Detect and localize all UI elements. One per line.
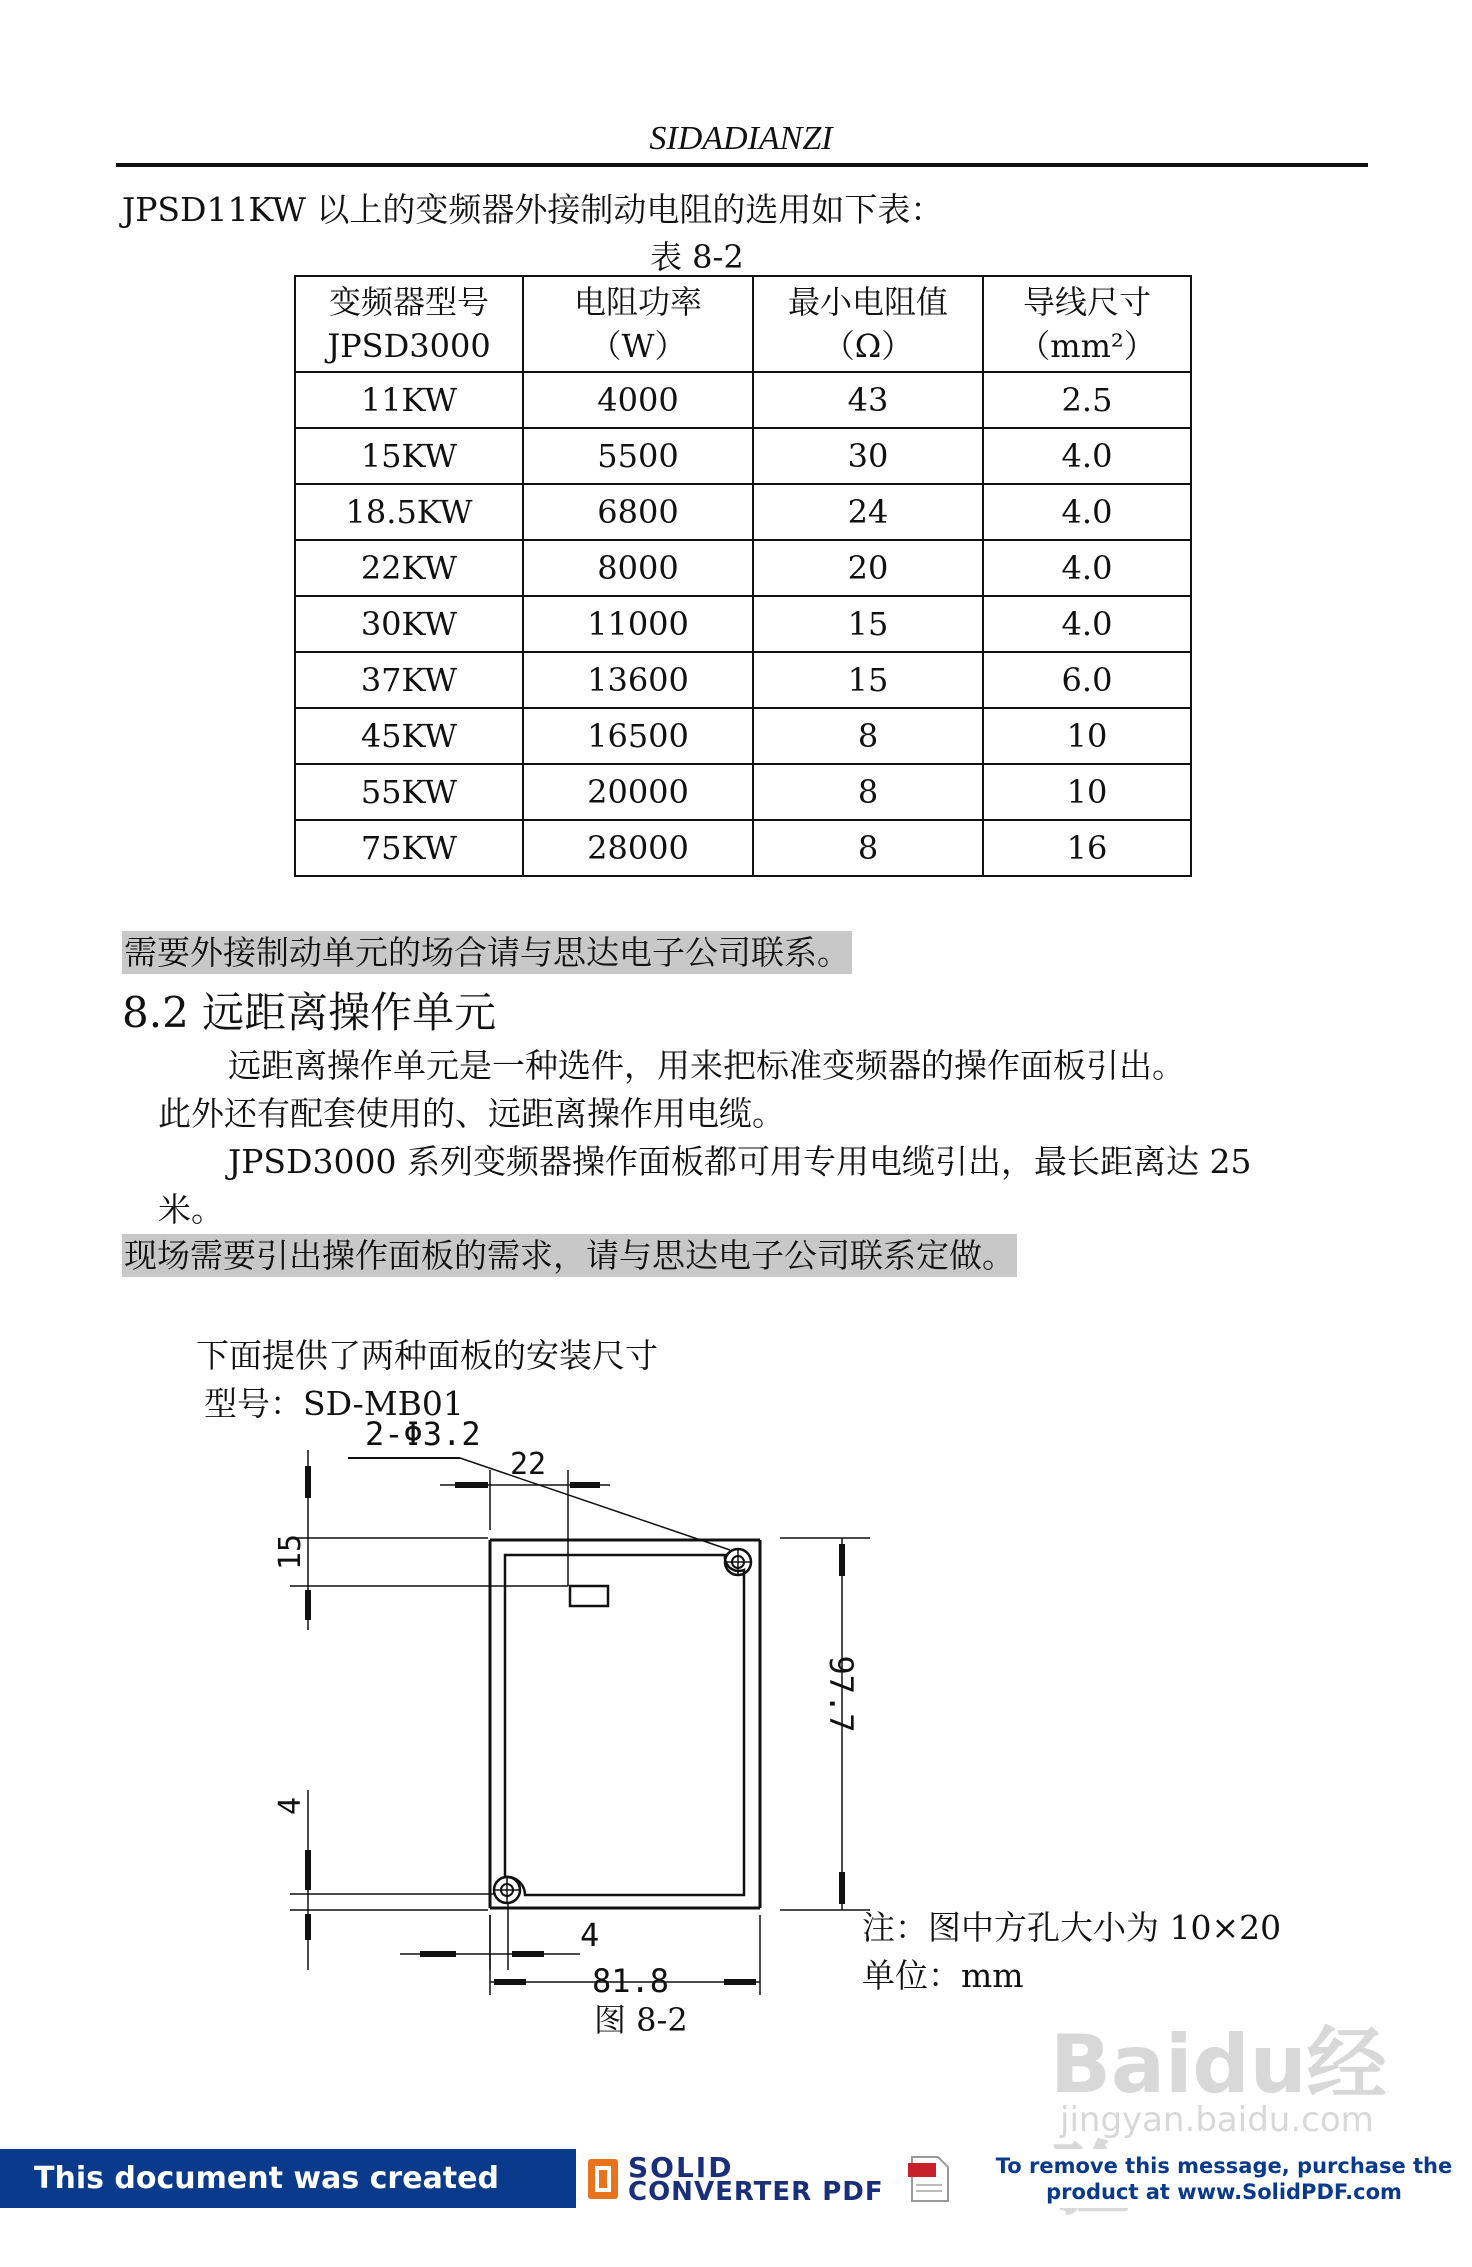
cell-model: 37KW — [295, 652, 523, 708]
cell-power: 28000 — [523, 820, 753, 876]
dim-left-top-value: 15 — [273, 1533, 308, 1571]
dim-top-value: 22 — [510, 1447, 547, 1482]
col-header-line2: （mm²） — [1018, 327, 1156, 365]
logo-line2: CONVERTER PDF — [628, 2177, 884, 2207]
table-header-row — [295, 276, 1191, 372]
intro-text: JPSD11KW 以上的变频器外接制动电阻的选用如下表： — [122, 190, 944, 229]
cell-model: 75KW — [295, 820, 523, 876]
watermark-brand: Baidu经 — [1050, 2018, 1387, 2111]
cell-wire: 4.0 — [983, 428, 1191, 484]
cell-model: 45KW — [295, 708, 523, 764]
table-row — [295, 428, 1191, 484]
banner-right[interactable] — [976, 2149, 1472, 2208]
resistor-table — [294, 275, 1192, 877]
table-row — [295, 764, 1191, 820]
cell-resistance: 20 — [753, 540, 983, 596]
cell-model: 30KW — [295, 596, 523, 652]
col-header-line1: 最小电阻值 — [787, 283, 948, 321]
figure-caption: 图 8-2 — [594, 2001, 688, 2039]
dim-top-line — [440, 1470, 610, 1586]
header-rule — [116, 163, 1368, 167]
col-header-wire — [983, 276, 1191, 372]
paragraph-line: 米。 — [158, 1190, 224, 1229]
banner-logo[interactable] — [576, 2149, 976, 2208]
cell-power: 13600 — [523, 652, 753, 708]
col-header-line1: 变频器型号 — [328, 283, 489, 321]
dim-left-bottom-value: 4 — [273, 1796, 308, 1816]
section-title: 8.2 远距离操作单元 — [122, 988, 497, 1037]
col-header-model — [295, 276, 523, 372]
table-row — [295, 596, 1191, 652]
cell-wire: 4.0 — [983, 540, 1191, 596]
cell-resistance: 8 — [753, 764, 983, 820]
watermark — [1040, 1990, 1420, 2150]
contact-note-brake — [122, 927, 852, 974]
dim-hole-label: 2-Φ3.2 — [365, 1415, 481, 1453]
cell-wire: 2.5 — [983, 372, 1191, 428]
cell-model: 11KW — [295, 372, 523, 428]
figure-unit: 单位：mm — [862, 1956, 1024, 1995]
cell-wire: 10 — [983, 708, 1191, 764]
table-row — [295, 484, 1191, 540]
cell-power: 20000 — [523, 764, 753, 820]
mounting-hole-bottom-left — [494, 1877, 520, 1903]
cell-model: 22KW — [295, 540, 523, 596]
cell-power: 8000 — [523, 540, 753, 596]
col-header-line1: 电阻功率 — [573, 283, 702, 321]
cell-resistance: 24 — [753, 484, 983, 540]
cell-power: 4000 — [523, 372, 753, 428]
pdf-document-icon — [906, 2153, 952, 2205]
logo-line1: SOLID — [628, 2151, 734, 2184]
watermark-url: jingyan.baidu.com — [1060, 2100, 1374, 2140]
col-header-power — [523, 276, 753, 372]
contact-note-panel — [122, 1230, 1017, 1277]
banner-right-line2: product at www.SolidPDF.com — [1046, 2180, 1402, 2204]
cell-resistance: 8 — [753, 708, 983, 764]
col-header-line2: JPSD3000 — [327, 327, 491, 365]
dim-height-value: 97.7 — [822, 1655, 860, 1733]
table-row — [295, 820, 1191, 876]
dim-bottom-small-value: 4 — [580, 1916, 600, 1954]
panel-outline — [490, 1540, 760, 1908]
cell-power: 16500 — [523, 708, 753, 764]
table-caption: 表 8-2 — [650, 238, 744, 276]
cell-wire: 10 — [983, 764, 1191, 820]
paragraph-line: 此外还有配套使用的、远距离操作用电缆。 — [158, 1094, 785, 1133]
cell-power: 6800 — [523, 484, 753, 540]
col-header-resistance — [753, 276, 983, 372]
col-header-line2: （Ω） — [822, 327, 914, 365]
cell-model: 18.5KW — [295, 484, 523, 540]
mounting-hole-top-right — [725, 1549, 751, 1575]
converter-banner — [0, 2149, 1472, 2255]
table-row — [295, 372, 1191, 428]
banner-left-text: This document was created using — [0, 2149, 576, 2208]
cell-model: 55KW — [295, 764, 523, 820]
highlight-text: 需要外接制动单元的场合请与思达电子公司联系。 — [124, 933, 850, 972]
cell-wire: 4.0 — [983, 596, 1191, 652]
square-hole — [570, 1586, 608, 1606]
cell-resistance: 30 — [753, 428, 983, 484]
banner-right-line1: To remove this message, purchase the — [995, 2154, 1453, 2178]
cell-resistance: 43 — [753, 372, 983, 428]
cell-wire: 16 — [983, 820, 1191, 876]
table-row — [295, 540, 1191, 596]
paragraph-line: 远距离操作单元是一种选件，用来把标准变频器的操作面板引出。 — [228, 1046, 1185, 1085]
dim-width-value: 81.8 — [592, 1962, 670, 2000]
cell-wire: 6.0 — [983, 652, 1191, 708]
cell-power: 11000 — [523, 596, 753, 652]
cell-wire: 4.0 — [983, 484, 1191, 540]
figure-intro: 下面提供了两种面板的安装尺寸 — [196, 1336, 658, 1375]
table-row — [295, 652, 1191, 708]
col-header-line2: （W） — [589, 327, 687, 365]
cell-power: 5500 — [523, 428, 753, 484]
cell-resistance: 8 — [753, 820, 983, 876]
paragraph-line: JPSD3000 系列变频器操作面板都可用专用电缆引出，最长距离达 25 — [228, 1142, 1252, 1181]
cell-resistance: 15 — [753, 652, 983, 708]
solid-logo-icon — [586, 2157, 622, 2201]
dim-left-bottom-line — [290, 1790, 495, 1970]
col-header-line1: 导线尺寸 — [1022, 283, 1151, 321]
figure-note: 注：图中方孔大小为 10×20 — [862, 1908, 1282, 1947]
model-label: 型号：SD-MB01 — [204, 1384, 464, 1423]
panel-dimension-drawing — [273, 1410, 880, 2010]
table-row — [295, 708, 1191, 764]
highlight-text: 现场需要引出操作面板的需求，请与思达电子公司联系定做。 — [124, 1236, 1015, 1275]
cell-resistance: 15 — [753, 596, 983, 652]
cell-model: 15KW — [295, 428, 523, 484]
page-header: SIDADIANZI — [649, 120, 833, 157]
